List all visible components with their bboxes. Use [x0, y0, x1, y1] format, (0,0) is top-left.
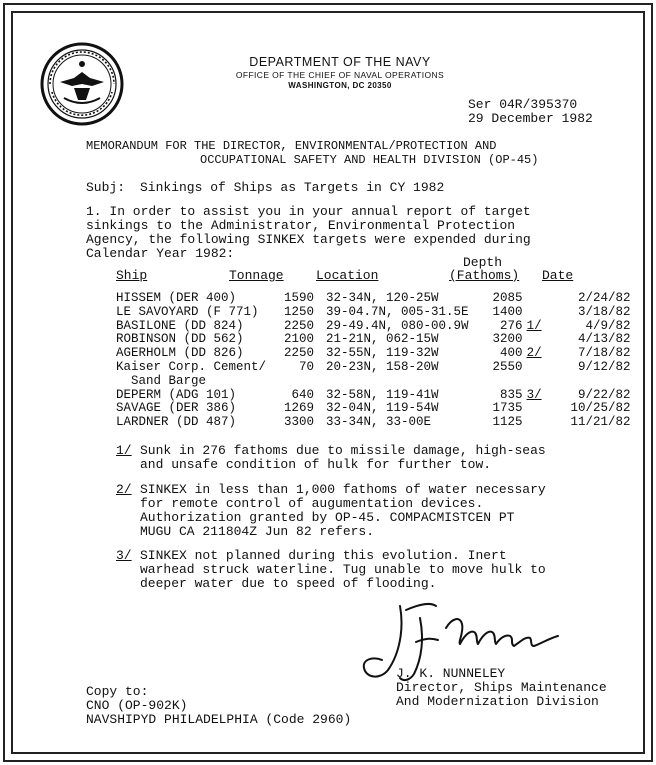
date-cell: 9/12/82: [578, 359, 631, 374]
footnote-ref: [523, 416, 567, 430]
ship-cell: Sand Barge: [116, 373, 207, 388]
ship-cell: LARDNER (DD 487): [116, 415, 237, 430]
memo-addressee-line2: OCCUPATIONAL SAFETY AND HEALTH DIVISION (OP-45): [200, 153, 539, 167]
date-cell: 3/18/82: [578, 304, 631, 319]
table-row: [116, 320, 631, 334]
depth-cell: 1400: [492, 304, 523, 319]
date-cell: 4/9/82: [585, 318, 631, 333]
intro-line-4: Calendar Year 1982:: [86, 246, 235, 261]
location-cell: 32-58N, 119-41W: [326, 387, 439, 402]
location-cell: 21-21N, 062-15W: [326, 332, 439, 347]
date-cell: 9/22/82: [578, 387, 631, 402]
navy-seal-icon: [40, 42, 124, 126]
depth-cell: 2085: [492, 291, 523, 305]
location-cell: 32-34N, 120-25W: [326, 291, 439, 305]
office-title: OFFICE OF THE CHIEF OF NAVAL OPERATIONS: [235, 70, 445, 80]
table-row: [116, 416, 631, 430]
intro-line-2: sinkings to the Administrator, Environmental Protection: [86, 218, 516, 233]
footnote-3-mark: 3/: [116, 548, 132, 563]
office-city: WASHINGTON, DC 20350: [288, 81, 392, 90]
footnote-2-line-2: for remote control of augumentation devices.: [140, 496, 484, 511]
table-row: [116, 375, 631, 389]
depth-cell: 3200: [492, 332, 523, 347]
depth-cell: 1735: [492, 401, 523, 416]
footnote-ref: 1/: [526, 318, 542, 333]
footnote-3-line-1: SINKEX not planned during this evolution. Inert: [140, 548, 507, 563]
location-cell: 32-04N, 119-54W: [326, 401, 439, 416]
footnote-3-line-2: warhead struck waterline. Tug unable to move hulk to: [140, 562, 546, 577]
footnote-2-line-1: SINKEX in less than 1,000 fathoms of water necessary: [140, 482, 546, 497]
col-header-depth: Depth: [463, 255, 503, 270]
ship-cell: Kaiser Corp. Cement/: [116, 359, 267, 374]
footnote-ref: [523, 292, 567, 306]
footnote-ref: [523, 306, 567, 320]
location-cell: 33-34N, 33-00E: [326, 415, 432, 430]
copy-to-line-1: CNO (OP-902K): [86, 698, 188, 713]
ship-cell: AGERHOLM (DD 826): [116, 346, 244, 361]
footnote-ref: [523, 333, 567, 347]
tonnage-cell: 3300: [284, 415, 315, 430]
depth-cell: [469, 375, 523, 389]
copy-to-label: Copy to:: [86, 684, 149, 699]
tonnage-cell: 1250: [284, 304, 315, 319]
tonnage-cell: 2250: [284, 318, 315, 333]
footnote-2-line-3: Authorization granted by OP-45. COMPACMISTCEN PT: [140, 510, 515, 525]
ship-cell: SAVAGE (DER 386): [116, 401, 237, 416]
date-cell: 10/25/82: [570, 401, 631, 416]
depth-cell: 1125: [492, 415, 523, 430]
department-title: DEPARTMENT OF THE NAVY: [249, 55, 431, 69]
tonnage-cell: 70: [299, 359, 315, 374]
footnote-2-line-4: MUGU CA 211804Z Jun 82 refers.: [140, 524, 375, 539]
signer-title-2: And Modernization Division: [396, 694, 599, 709]
depth-cell: 2550: [492, 359, 523, 374]
ship-cell: HISSEM (DER 400): [116, 291, 237, 305]
serial-number: Ser 04R/395370: [468, 97, 578, 112]
col-header-date: Date: [542, 268, 574, 283]
ship-cell: ROBINSON (DD 562): [116, 332, 244, 347]
footnote-ref: [523, 402, 567, 416]
tonnage-cell: [266, 375, 314, 389]
location-cell: 29-49.4N, 080-00.9W: [326, 318, 469, 333]
ship-cell: LE SAVOYARD (F 771): [116, 304, 259, 319]
copy-to-line-2: NAVSHIPYD PHILADELPHIA (Code 2960): [86, 712, 352, 727]
table-row: [116, 402, 631, 416]
ship-table: [116, 292, 631, 430]
tonnage-cell: 2250: [284, 346, 315, 361]
ship-cell: DEPERM (ADG 101): [116, 387, 237, 402]
intro-line-1: 1. In order to assist you in your annual report of target: [86, 204, 531, 219]
footnote-ref: 3/: [526, 387, 542, 402]
intro-line-3: Agency, the following SINKEX targets were expended during: [86, 232, 531, 247]
footnote-1-line-1: Sunk in 276 fathoms due to missile damage, high-seas: [140, 443, 546, 458]
depth-cell: 835: [500, 387, 523, 402]
footnote-3-line-3: deeper water due to speed of flooding.: [140, 576, 437, 591]
tonnage-cell: 1590: [284, 291, 315, 305]
location-cell: 32-55N, 119-32W: [326, 346, 439, 361]
signer-name: J. K. NUNNELEY: [396, 666, 506, 681]
footnote-2-mark: 2/: [116, 482, 132, 497]
table-row: [116, 292, 631, 306]
footnote-1-line-2: and unsafe condition of hulk for further tow.: [140, 457, 492, 472]
table-row: [116, 361, 631, 375]
table-row: [116, 333, 631, 347]
table-row: [116, 347, 631, 361]
footnote-ref: 2/: [526, 346, 542, 361]
tonnage-cell: 2100: [284, 332, 315, 347]
date-cell: 11/21/82: [570, 415, 631, 430]
location-cell: 20-23N, 158-20W: [326, 359, 439, 374]
col-header-tonnage: Tonnage: [229, 268, 284, 283]
memo-addressee-line1: MEMORANDUM FOR THE DIRECTOR, ENVIRONMENTAL/PROTECTION AND: [86, 139, 497, 153]
subject-label: Subj:: [86, 180, 126, 195]
date-cell: 7/18/82: [578, 346, 631, 361]
date-cell: [567, 375, 631, 389]
footnote-1-mark: 1/: [116, 443, 132, 458]
depth-cell: 276: [500, 318, 523, 333]
col-header-fathoms: (Fathoms): [449, 268, 520, 283]
location-cell: 39-04.7N, 005-31.5E: [326, 304, 469, 319]
tonnage-cell: 1269: [284, 401, 315, 416]
depth-cell: 400: [500, 346, 523, 361]
subject-text: Sinkings of Ships as Targets in CY 1982: [140, 180, 445, 195]
col-header-location: Location: [316, 268, 379, 283]
tonnage-cell: 640: [291, 387, 315, 402]
location-cell: [314, 375, 469, 389]
ship-cell: BASILONE (DD 824): [116, 318, 244, 333]
table-row: [116, 389, 631, 403]
signer-title-1: Director, Ships Maintenance: [396, 680, 607, 695]
col-header-ship: Ship: [116, 268, 148, 283]
date-cell: 4/13/82: [578, 332, 631, 347]
table-row: [116, 306, 631, 320]
footnote-ref: [523, 361, 567, 375]
date-cell: 2/24/82: [578, 291, 631, 305]
footnote-ref: [523, 375, 567, 389]
memo-date: 29 December 1982: [468, 111, 593, 126]
